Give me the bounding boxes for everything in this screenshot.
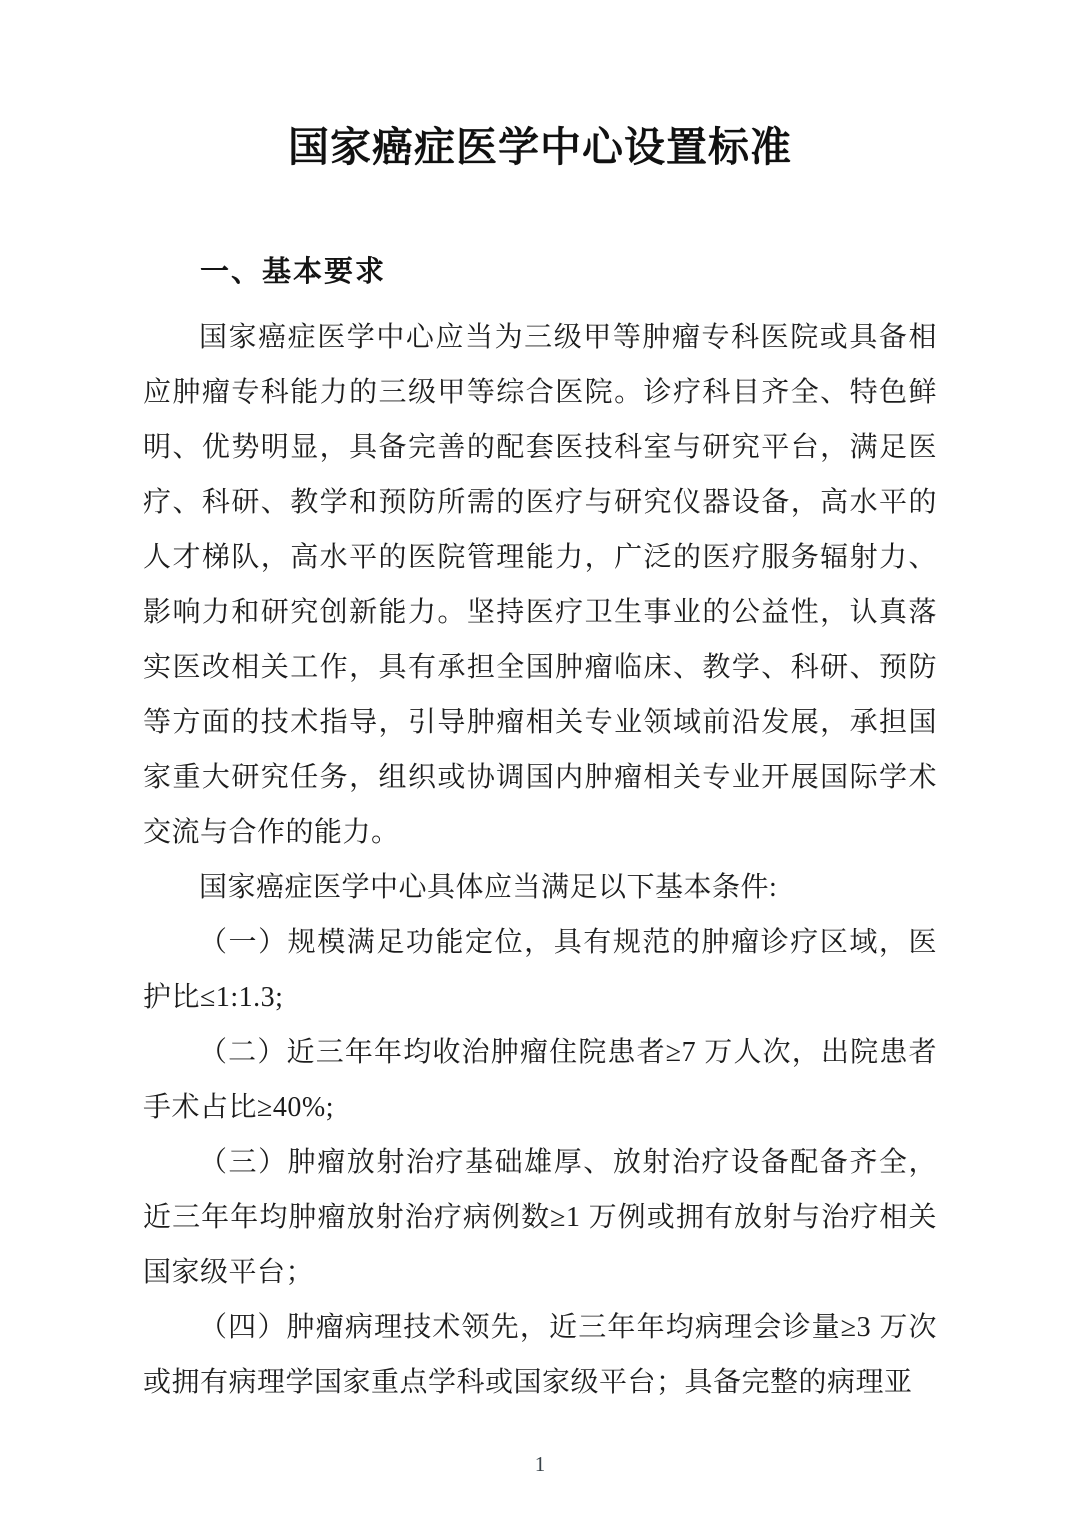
- page-number: 1: [534, 1452, 546, 1476]
- paragraph-condition-3: （三）肿瘤放射治疗基础雄厚、放射治疗设备配备齐全，近三年年均肿瘤放射治疗病例数≥1 万例或拥有放射与治疗相关国家级平台；: [143, 1147, 937, 1288]
- paragraph-overview: 国家癌症医学中心应当为三级甲等肿瘤专科医院或具备相应肿瘤专科能力的三级甲等综合医院。诊疗科目齐全、特色鲜明、优势明显，具备完善的配套医技科室与研究平台，满足医疗、科研、教学和预防所需的医疗与研究仪器设备，高水平的人才梯队，高水平的医院管理能力，广泛的医疗服务辐射力、影响力和研究创新能力。坚持医疗卫生事业的公益性，认真落实医改相关工作，具有承担全国肿瘤临床、教学、科研、预防等方面的技术指导，引导肿瘤相关专业领域前沿发展，承担国家重大研究任务，组织或协调国内肿瘤相关专业开展国际学术交流与合作的能力。: [143, 322, 937, 848]
- paragraph-condition-4: （四）肿瘤病理技术领先，近三年年均病理会诊量≥3 万次或拥有病理学国家重点学科或国家级平台；具备完整的病理亚: [143, 1312, 937, 1398]
- page-content: [143, 0, 937, 1410]
- paragraph-conditions-intro: 国家癌症医学中心具体应当满足以下基本条件:: [199, 872, 778, 903]
- paragraph-condition-1: （一）规模满足功能定位，具有规范的肿瘤诊疗区域，医护比≤1:1.3;: [143, 927, 937, 1013]
- section-heading-basic-requirements: 一、基本要求: [200, 256, 387, 288]
- paragraph-condition-2: （二）近三年年均收治肿瘤住院患者≥7 万人次，出院患者手术占比≥40%;: [143, 1037, 937, 1123]
- document-title: 国家癌症医学中心设置标准: [288, 124, 792, 170]
